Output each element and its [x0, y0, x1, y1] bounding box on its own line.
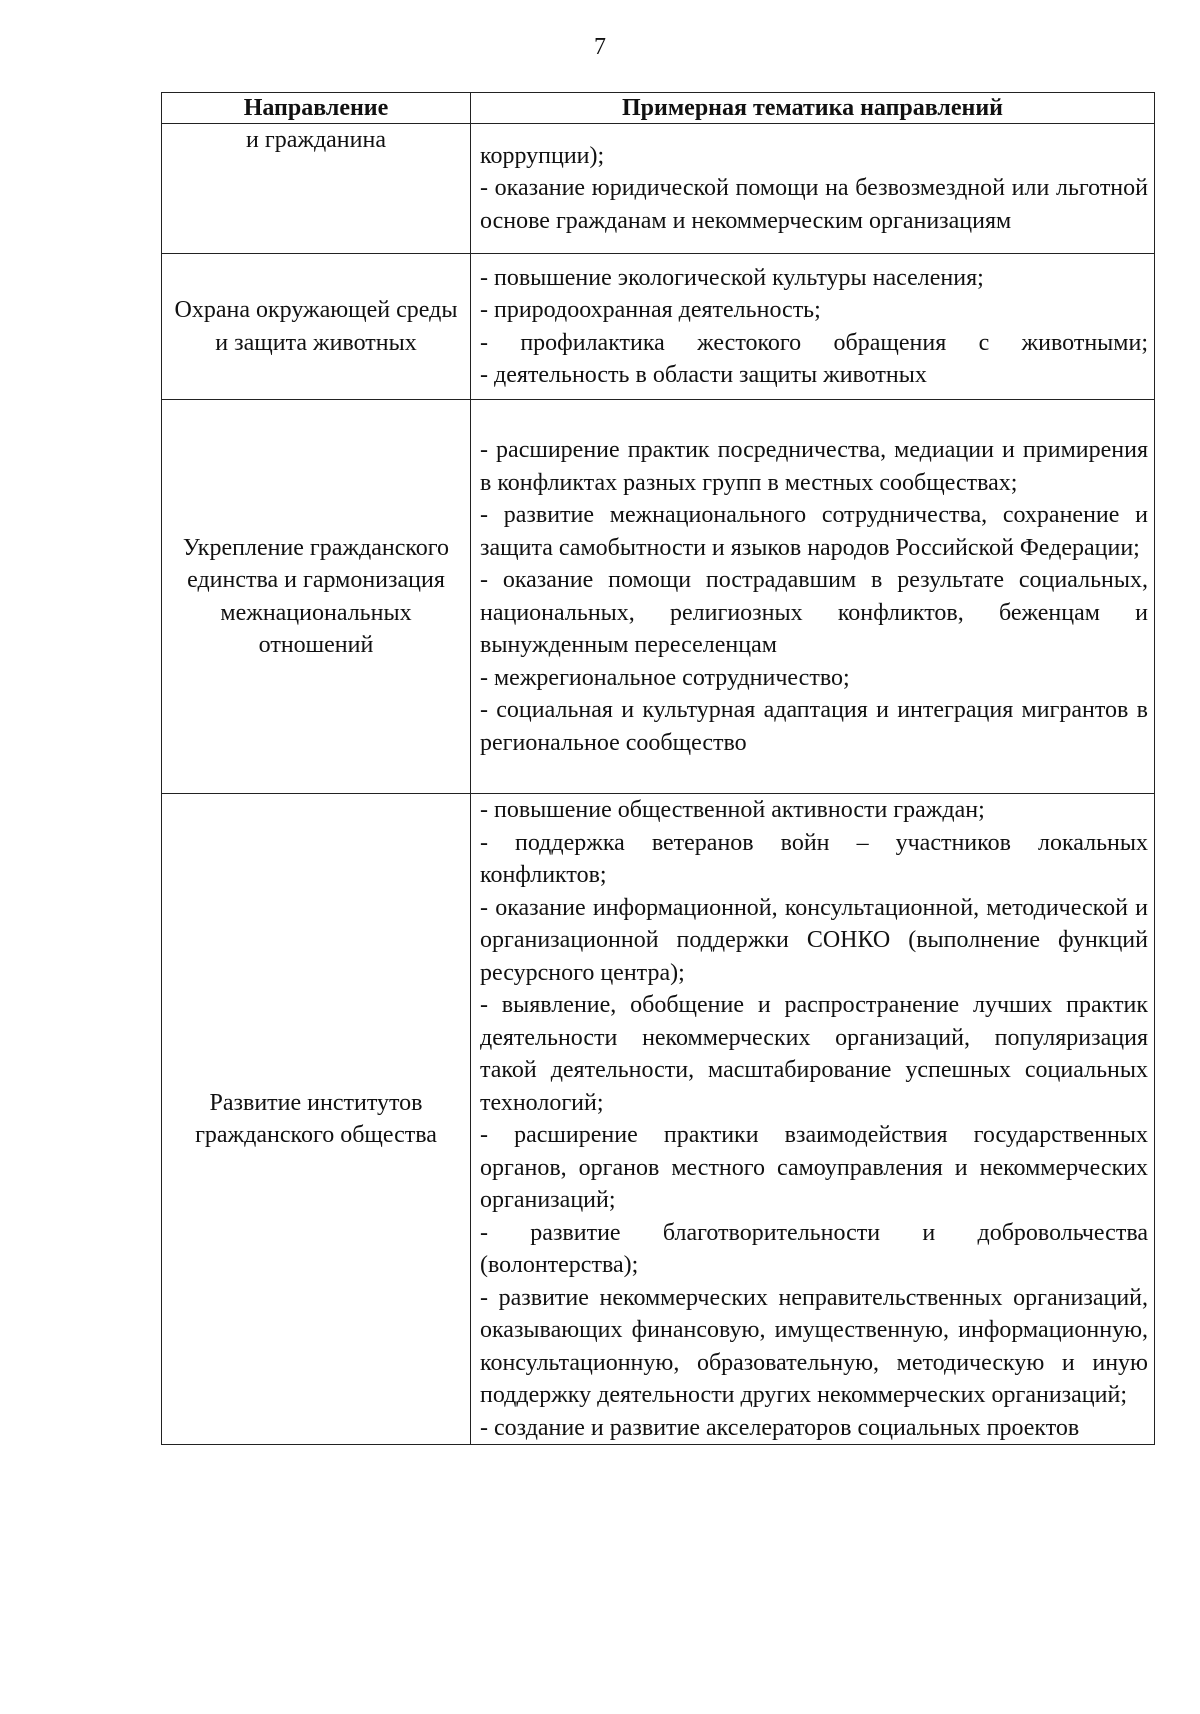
- direction-cell: Развитие институтов гражданского общества: [162, 794, 471, 1445]
- topics-cell: [471, 124, 1155, 254]
- topic-item: - оказание информационной, консультационной, методической и организационной поддержки СОНКО (выполнение функций ресурсного центра);: [480, 894, 1148, 986]
- topic-item: - поддержка ветеранов войн – участников локальных конфликтов;: [480, 829, 1148, 888]
- direction-cell: и гражданина: [162, 124, 471, 254]
- topic-item: - повышение экологической культуры населения;: [480, 264, 984, 291]
- topic-item: - профилактика жестокого обращения с животными;: [480, 329, 1148, 356]
- topic-item: - природоохранная деятельность;: [480, 297, 821, 323]
- topic-item: - деятельность в области защиты животных: [480, 362, 927, 388]
- topic-item: - расширение практики взаимодействия государственных органов, органов местного самоуправления и некоммерческих организаций;: [480, 1122, 1148, 1213]
- topics-cell: [471, 254, 1155, 400]
- header-topics: Примерная тематика направлений: [471, 93, 1155, 124]
- topic-item: - создание и развитие акселераторов социальных проектов: [480, 1414, 1080, 1441]
- directions-table: [161, 92, 1155, 1445]
- topic-item: - развитие межнационального сотрудничества, сохранение и защита самобытности и языков народов Российской Федерации;: [480, 502, 1148, 561]
- topic-item: - расширение практик посредничества, медиации и примирения в конфликтах разных групп в местных сообществах;: [480, 437, 1148, 496]
- direction-cell: Укрепление гражданского единства и гармонизация межнациональных отношений: [162, 400, 471, 794]
- topic-item: - повышение общественной активности граждан;: [480, 797, 985, 823]
- topics-cell: [471, 794, 1155, 1445]
- table-row: [162, 794, 1155, 1445]
- page-number: 7: [594, 34, 606, 60]
- topic-item: - выявление, обобщение и распространение лучших практик деятельности некоммерческих организаций, популяризация такой деятельности, масштабирование успешных социальных технологий;: [480, 992, 1148, 1116]
- topic-item: - социальная и культурная адаптация и интеграция мигрантов в региональное сообщество: [480, 697, 1148, 756]
- topic-item: - оказание помощи пострадавшим в результате социальных, национальных, религиозных конфликтов, беженцам и вынужденным переселенцам: [480, 567, 1148, 658]
- topic-item: - развитие некоммерческих неправительственных организаций, оказывающих финансовую, имущественную, информационную, консультационную, образовательную, методическую и иную поддержку деятельности других некоммерческих организаций;: [480, 1284, 1148, 1408]
- table-row: [162, 254, 1155, 400]
- header-direction: Направление: [162, 93, 471, 124]
- topic-item: - развитие благотворительности и добровольчества (волонтерства);: [480, 1219, 1148, 1278]
- direction-cell: Охрана окружающей среды и защита животных: [162, 254, 471, 400]
- table-header-row: [162, 93, 1155, 124]
- topic-item: - межрегиональное сотрудничество;: [480, 664, 850, 691]
- table-row: [162, 124, 1155, 254]
- topic-item: коррупции);: [480, 142, 605, 169]
- topic-item: - оказание юридической помощи на безвозмездной или льготной основе гражданам и некоммерческим организациям: [480, 175, 1148, 234]
- table-row: [162, 400, 1155, 794]
- topics-cell: [471, 400, 1155, 794]
